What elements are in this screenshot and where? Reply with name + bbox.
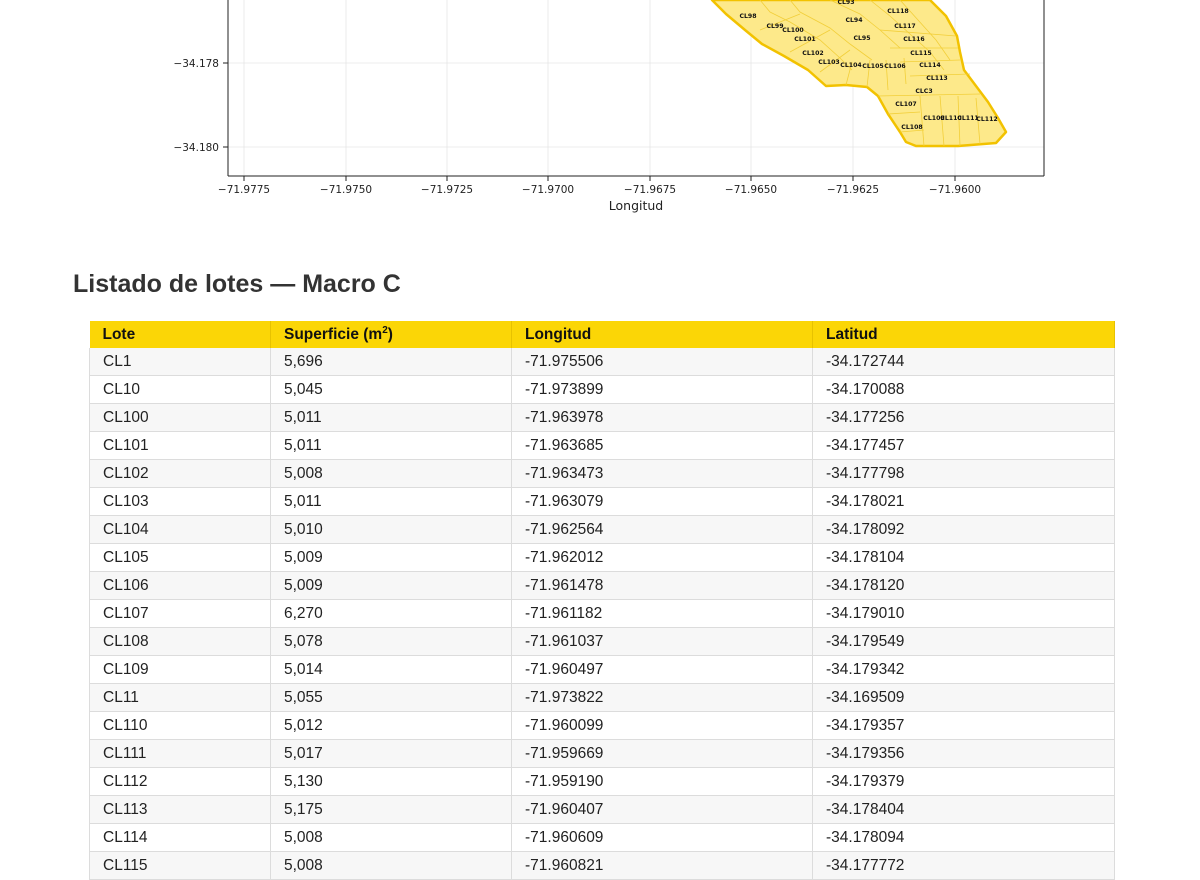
superficie-label: Superficie (m: [284, 326, 383, 344]
y-tick-label: −34.178: [173, 58, 219, 70]
table-row: [90, 628, 1115, 656]
cell-latitud: -34.178104: [813, 544, 1115, 572]
cell-lote: CL102: [90, 460, 271, 488]
cell-latitud: -34.177256: [813, 404, 1115, 432]
cell-longitud: -71.961037: [512, 628, 813, 656]
lot-label: CL117: [894, 23, 916, 30]
table-row: [90, 740, 1115, 768]
table-row: [90, 712, 1115, 740]
cell-lote: CL112: [90, 768, 271, 796]
lot-label: CL111: [957, 115, 979, 122]
cell-latitud: -34.178094: [813, 824, 1115, 852]
cell-longitud: -71.960407: [512, 796, 813, 824]
table-row: [90, 516, 1115, 544]
cell-latitud: -34.177798: [813, 460, 1115, 488]
lot-label: CL95: [853, 35, 871, 42]
table-row: [90, 460, 1115, 488]
lot-label: CL108: [901, 124, 923, 131]
cell-longitud: -71.975506: [512, 348, 813, 376]
superficie-close: ): [387, 326, 393, 344]
table-row: [90, 796, 1115, 824]
cell-superficie: 5,045: [271, 376, 512, 404]
cell-latitud: -34.172744: [813, 348, 1115, 376]
cell-lote: CL103: [90, 488, 271, 516]
cell-longitud: -71.963473: [512, 460, 813, 488]
lot-label: CL100: [782, 27, 804, 34]
cell-superficie: 5,008: [271, 460, 512, 488]
cell-longitud: -71.959669: [512, 740, 813, 768]
cell-latitud: -34.179549: [813, 628, 1115, 656]
cell-longitud: -71.962564: [512, 516, 813, 544]
lot-label: CL106: [884, 63, 906, 70]
lot-label: CL114: [919, 62, 941, 69]
table-row: [90, 600, 1115, 628]
lot-label: CL103: [818, 59, 840, 66]
table-row: [90, 768, 1115, 796]
table-row: [90, 432, 1115, 460]
cell-superficie: 5,055: [271, 684, 512, 712]
table-row: [90, 852, 1115, 880]
table-header-row: [90, 321, 1115, 348]
lot-label: CL93: [837, 0, 855, 6]
lot-map-svg: [0, 0, 1200, 225]
cell-lote: CL10: [90, 376, 271, 404]
cell-superficie: 5,014: [271, 656, 512, 684]
cell-latitud: -34.177772: [813, 852, 1115, 880]
table-row: [90, 404, 1115, 432]
cell-latitud: -34.179342: [813, 656, 1115, 684]
table-row: [90, 572, 1115, 600]
cell-latitud: -34.170088: [813, 376, 1115, 404]
cell-superficie: 5,130: [271, 768, 512, 796]
cell-latitud: -34.178021: [813, 488, 1115, 516]
cell-latitud: -34.179010: [813, 600, 1115, 628]
x-tick-label: −71.9600: [928, 184, 982, 196]
cell-longitud: -71.960821: [512, 852, 813, 880]
section-heading: Listado de lotes — Macro C: [73, 270, 401, 298]
cell-longitud: -71.963978: [512, 404, 813, 432]
cell-longitud: -71.962012: [512, 544, 813, 572]
cell-lote: CL100: [90, 404, 271, 432]
table-row: [90, 824, 1115, 852]
cell-lote: CL109: [90, 656, 271, 684]
cell-superficie: 5,078: [271, 628, 512, 656]
cell-longitud: -71.973822: [512, 684, 813, 712]
cell-latitud: -34.179379: [813, 768, 1115, 796]
cell-lote: CL104: [90, 516, 271, 544]
col-header-longitud: Longitud: [512, 321, 813, 348]
cell-superficie: 5,012: [271, 712, 512, 740]
cell-longitud: -71.973899: [512, 376, 813, 404]
x-tick-label: −71.9700: [521, 184, 575, 196]
cell-longitud: -71.963685: [512, 432, 813, 460]
lot-label: CL109: [923, 115, 945, 122]
col-header-superficie: [271, 321, 512, 348]
cell-longitud: -71.963079: [512, 488, 813, 516]
cell-superficie: 5,696: [271, 348, 512, 376]
lot-label: CL113: [926, 75, 948, 82]
col-header-lote: Lote: [90, 321, 271, 348]
table-row: [90, 544, 1115, 572]
cell-latitud: -34.177457: [813, 432, 1115, 460]
cell-superficie: 5,175: [271, 796, 512, 824]
lot-label: CL107: [895, 101, 917, 108]
lots-table-container: [89, 321, 1114, 880]
table-row: [90, 348, 1115, 376]
cell-lote: CL105: [90, 544, 271, 572]
lot-label: CL110: [940, 115, 962, 122]
cell-latitud: -34.178404: [813, 796, 1115, 824]
cell-longitud: -71.961182: [512, 600, 813, 628]
superficie-exponent: 2: [382, 324, 388, 336]
lot-label: CL94: [845, 17, 863, 24]
cell-lote: CL1: [90, 348, 271, 376]
lot-label: CL115: [910, 50, 932, 57]
cell-superficie: 5,009: [271, 544, 512, 572]
x-tick-label: −71.9675: [623, 184, 677, 196]
cell-lote: CL106: [90, 572, 271, 600]
cell-lote: CL110: [90, 712, 271, 740]
table-row: [90, 488, 1115, 516]
x-tick-label: −71.9750: [319, 184, 373, 196]
x-axis-label: Longitud: [608, 198, 664, 213]
lot-label: CL98: [739, 13, 757, 20]
table-row: [90, 376, 1115, 404]
lot-label: CL104: [840, 62, 862, 69]
cell-superficie: 5,010: [271, 516, 512, 544]
cell-superficie: 5,011: [271, 404, 512, 432]
cell-longitud: -71.960497: [512, 656, 813, 684]
lot-label: CL112: [976, 116, 998, 123]
cell-superficie: 6,270: [271, 600, 512, 628]
cell-longitud: -71.959190: [512, 768, 813, 796]
cell-longitud: -71.960609: [512, 824, 813, 852]
cell-longitud: -71.961478: [512, 572, 813, 600]
cell-lote: CL113: [90, 796, 271, 824]
lot-label: CL101: [794, 36, 816, 43]
cell-superficie: 5,011: [271, 488, 512, 516]
cell-lote: CL101: [90, 432, 271, 460]
lot-label: CL116: [903, 36, 925, 43]
lot-label: CLC3: [915, 88, 933, 95]
y-tick-label: −34.180: [173, 142, 219, 154]
cell-latitud: -34.178120: [813, 572, 1115, 600]
cell-superficie: 5,011: [271, 432, 512, 460]
cell-lote: CL114: [90, 824, 271, 852]
x-tick-label: −71.9625: [826, 184, 880, 196]
cell-latitud: -34.178092: [813, 516, 1115, 544]
cell-latitud: -34.169509: [813, 684, 1115, 712]
cell-superficie: 5,009: [271, 572, 512, 600]
x-tick-label: −71.9725: [420, 184, 474, 196]
cell-superficie: 5,008: [271, 824, 512, 852]
cell-superficie: 5,017: [271, 740, 512, 768]
cell-lote: CL11: [90, 684, 271, 712]
x-tick-label: −71.9650: [724, 184, 778, 196]
lot-label: CL102: [802, 50, 824, 57]
lot-label: CL118: [887, 8, 909, 15]
cell-latitud: -34.179357: [813, 712, 1115, 740]
x-tick-label: −71.9775: [217, 184, 271, 196]
cell-longitud: -71.960099: [512, 712, 813, 740]
cell-lote: CL107: [90, 600, 271, 628]
lot-label: CL99: [766, 23, 784, 30]
lot-map-plot: [0, 0, 1200, 225]
lots-table: [89, 321, 1115, 880]
cell-superficie: 5,008: [271, 852, 512, 880]
lot-label: CL105: [862, 63, 884, 70]
table-row: [90, 684, 1115, 712]
cell-lote: CL108: [90, 628, 271, 656]
cell-lote: CL115: [90, 852, 271, 880]
table-row: [90, 656, 1115, 684]
cell-lote: CL111: [90, 740, 271, 768]
col-header-latitud: Latitud: [813, 321, 1115, 348]
cell-latitud: -34.179356: [813, 740, 1115, 768]
